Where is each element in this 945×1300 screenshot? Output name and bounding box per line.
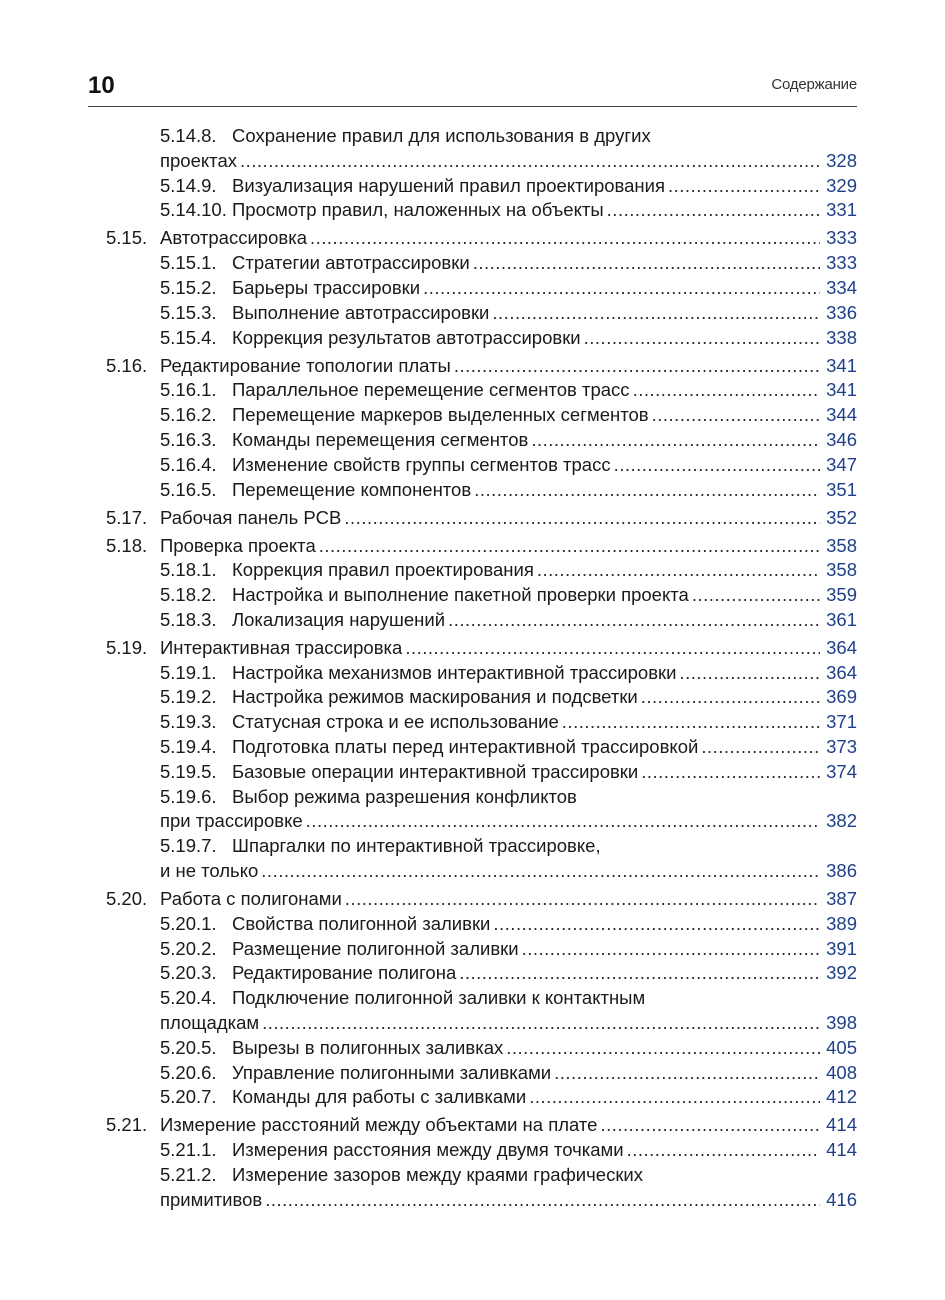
toc-entry-number: 5.19. (106, 636, 148, 658)
toc-entry-title-row (160, 149, 857, 174)
table-of-contents (0, 124, 945, 1213)
toc-entry-title-row (232, 378, 857, 403)
toc-entry-number: 5.20.7. (160, 1086, 217, 1108)
toc-entry-title: Измерение зазоров между краями графических (232, 1163, 643, 1185)
toc-entry-title-row (232, 251, 857, 276)
toc-entry-number: 5.15.3. (160, 301, 217, 323)
toc-subsection-entry (0, 1036, 945, 1061)
toc-page-number: 364 (826, 636, 857, 658)
toc-subsection-entry (0, 1138, 945, 1163)
toc-subsection-entry (0, 735, 945, 760)
toc-entry-title: Статусная строка и ее использование (232, 711, 559, 733)
toc-page-number: 414 (826, 1139, 857, 1161)
toc-subsection-entry (0, 326, 945, 351)
toc-page-number: 398 (826, 1012, 857, 1034)
dot-leader (562, 710, 820, 735)
toc-entry-title-row (232, 174, 857, 199)
toc-entry-title: Барьеры трассировки (232, 276, 421, 298)
toc-entry-title-continued: площадкам (160, 1012, 260, 1034)
toc-section-entry (0, 636, 945, 661)
toc-entry-title-row (160, 534, 857, 559)
toc-entry-title: Параллельное перемещение сегментов трасс (232, 379, 630, 401)
dot-leader (319, 534, 820, 559)
toc-page-number: 361 (826, 608, 857, 630)
toc-entry-title-row (232, 276, 857, 301)
toc-entry-title: Выбор режима разрешения конфликтов (232, 785, 577, 807)
toc-subsection-entry (0, 251, 945, 276)
toc-section-entry (0, 534, 945, 559)
dot-leader (554, 1061, 820, 1086)
toc-subsection-entry (0, 1061, 945, 1086)
toc-entry-number: 5.17. (106, 506, 148, 528)
toc-entry-number: 5.15. (106, 227, 148, 249)
toc-entry-title-row (160, 636, 857, 661)
toc-entry-number: 5.15.1. (160, 252, 217, 274)
toc-entry-continuation (0, 809, 945, 834)
toc-entry-number: 5.14.9. (160, 174, 217, 196)
toc-entry-number: 5.19.6. (160, 785, 217, 807)
toc-entry-title: Измерения расстояния между двумя точками (232, 1139, 624, 1161)
toc-entry-title: Перемещение компонентов (232, 478, 472, 500)
toc-subsection-entry (0, 583, 945, 608)
dot-leader (607, 198, 820, 223)
toc-page-number: 391 (826, 937, 857, 959)
dot-leader (641, 685, 820, 710)
toc-entry-title: Локализация нарушений (232, 608, 446, 630)
toc-entry-title: Команды перемещения сегментов (232, 428, 529, 450)
toc-entry-title-row (232, 912, 857, 937)
toc-entry-title-row (232, 558, 857, 583)
toc-subsection-entry (0, 1085, 945, 1110)
toc-entry-title: Проверка проекта (160, 534, 316, 556)
running-title: Содержание (771, 76, 857, 93)
dot-leader (522, 937, 820, 962)
toc-entry-title-row (160, 1113, 857, 1138)
toc-subsection-entry (0, 378, 945, 403)
toc-subsection-entry (0, 685, 945, 710)
dot-leader (584, 326, 820, 351)
toc-subsection-entry (0, 124, 945, 149)
toc-page-number: 416 (826, 1188, 857, 1210)
toc-subsection-entry (0, 760, 945, 785)
toc-entry-number: 5.20.4. (160, 987, 217, 1009)
toc-page-number: 358 (826, 534, 857, 556)
toc-entry-title: Измерение расстояний между объектами на плате (160, 1114, 598, 1136)
toc-subsection-entry (0, 478, 945, 503)
toc-entry-title-row (232, 735, 857, 760)
toc-entry-title-row (160, 506, 857, 531)
toc-entry-continuation (0, 149, 945, 174)
toc-page-number: 405 (826, 1036, 857, 1058)
toc-entry-title: Свойства полигонной заливки (232, 912, 491, 934)
toc-entry-title-row (232, 124, 857, 149)
toc-entry-title: Просмотр правил, наложенных на объекты (232, 199, 604, 221)
toc-page-number: 373 (826, 736, 857, 758)
dot-leader (405, 636, 820, 661)
toc-entry-number: 5.19.2. (160, 686, 217, 708)
page-number: 10 (88, 72, 115, 99)
toc-entry-title-row (232, 403, 857, 428)
toc-page-number: 333 (826, 227, 857, 249)
toc-entry-number: 5.19.7. (160, 835, 217, 857)
toc-entry-title-row (232, 685, 857, 710)
toc-section-entry (0, 506, 945, 531)
toc-page-number: 364 (826, 661, 857, 683)
toc-page-number: 344 (826, 404, 857, 426)
toc-entry-title-row (232, 1061, 857, 1086)
dot-leader (614, 453, 820, 478)
toc-entry-title: Коррекция результатов автотрассировки (232, 326, 581, 348)
toc-entry-number: 5.20.5. (160, 1036, 217, 1058)
toc-entry-continuation (0, 1188, 945, 1213)
toc-entry-title-row (232, 760, 857, 785)
toc-subsection-entry (0, 661, 945, 686)
dot-leader (306, 809, 820, 834)
toc-entry-title-row (160, 859, 857, 884)
dot-leader (344, 506, 820, 531)
toc-subsection-entry (0, 301, 945, 326)
toc-page-number: 369 (826, 686, 857, 708)
toc-section-entry (0, 354, 945, 379)
toc-subsection-entry (0, 174, 945, 199)
toc-entry-number: 5.18.2. (160, 584, 217, 606)
toc-page-number: 341 (826, 354, 857, 376)
toc-entry-title: Редактирование топологии платы (160, 354, 451, 376)
toc-entry-number: 5.14.8. (160, 125, 217, 146)
toc-entry-title: Шпаргалки по интерактивной трассировке, (232, 835, 601, 857)
toc-subsection-entry (0, 785, 945, 810)
dot-leader (633, 378, 820, 403)
toc-entry-title-row (232, 1138, 857, 1163)
dot-leader (448, 608, 820, 633)
dot-leader (531, 428, 820, 453)
toc-entry-title-row (232, 1036, 857, 1061)
toc-entry-title-row (160, 809, 857, 834)
toc-entry-number: 5.19.3. (160, 711, 217, 733)
toc-entry-number: 5.18.1. (160, 559, 217, 581)
dot-leader (537, 558, 820, 583)
toc-entry-title-continued: примитивов (160, 1188, 263, 1210)
toc-entry-title-row (160, 226, 857, 251)
toc-entry-title-row (232, 986, 857, 1011)
toc-entry-number: 5.16.2. (160, 404, 217, 426)
toc-entry-title: Настройка режимов маскирования и подсветки (232, 686, 638, 708)
dot-leader (474, 478, 820, 503)
toc-page-number: 386 (826, 860, 857, 882)
dot-leader (668, 174, 820, 199)
toc-entry-title-row (160, 1188, 857, 1213)
toc-section-entry (0, 887, 945, 912)
header-rule (88, 106, 857, 107)
toc-page-number: 408 (826, 1061, 857, 1083)
dot-leader (492, 301, 820, 326)
toc-entry-title: Рабочая панель PCB (160, 506, 342, 528)
toc-entry-title-row (232, 583, 857, 608)
toc-subsection-entry (0, 912, 945, 937)
toc-subsection-entry (0, 558, 945, 583)
toc-page-number: 389 (826, 912, 857, 934)
toc-entry-title-row (160, 1011, 857, 1036)
toc-entry-number: 5.18.3. (160, 608, 217, 630)
toc-page-number: 371 (826, 711, 857, 733)
toc-entry-title: Редактирование полигона (232, 962, 457, 984)
dot-leader (652, 403, 820, 428)
toc-subsection-entry (0, 937, 945, 962)
dot-leader (345, 887, 820, 912)
toc-entry-number: 5.20.3. (160, 962, 217, 984)
toc-page-number: 359 (826, 584, 857, 606)
toc-entry-title-row (232, 710, 857, 735)
toc-entry-number: 5.16.1. (160, 379, 217, 401)
toc-entry-continuation (0, 1011, 945, 1036)
toc-entry-title-row (232, 661, 857, 686)
dot-leader (701, 735, 820, 760)
toc-page-number: 352 (826, 506, 857, 528)
toc-entry-title-row (232, 1085, 857, 1110)
toc-entry-number: 5.16.4. (160, 453, 217, 475)
toc-entry-title-row (232, 301, 857, 326)
toc-page-number: 333 (826, 252, 857, 274)
toc-entry-number: 5.20. (106, 888, 148, 910)
toc-entry-title: Коррекция правил проектирования (232, 559, 534, 581)
toc-entry-title-row (232, 428, 857, 453)
toc-page-number: 382 (826, 810, 857, 832)
toc-entry-title: Интерактивная трассировка (160, 636, 403, 658)
toc-entry-title-row (232, 1163, 857, 1188)
dot-leader (310, 226, 820, 251)
toc-page-number: 334 (826, 276, 857, 298)
dot-leader (454, 354, 820, 379)
toc-entry-number: 5.15.2. (160, 276, 217, 298)
toc-entry-title-row (160, 887, 857, 912)
toc-entry-number: 5.19.5. (160, 760, 217, 782)
toc-entry-title-row (232, 453, 857, 478)
toc-entry-number: 5.18. (106, 534, 148, 556)
toc-subsection-entry (0, 834, 945, 859)
toc-subsection-entry (0, 608, 945, 633)
dot-leader (261, 859, 820, 884)
dot-leader (459, 961, 820, 986)
toc-entry-number: 5.14.10. (160, 199, 227, 221)
toc-entry-number: 5.21. (106, 1114, 148, 1136)
toc-entry-number: 5.15.4. (160, 326, 217, 348)
dot-leader (423, 276, 820, 301)
toc-page-number: 331 (826, 199, 857, 221)
dot-leader (473, 251, 820, 276)
dot-leader (692, 583, 820, 608)
toc-entry-title: Работа с полигонами (160, 888, 342, 910)
toc-entry-title: Настройка механизмов интерактивной трассировки (232, 661, 677, 683)
toc-page-number: 387 (826, 888, 857, 910)
toc-page-number: 347 (826, 453, 857, 475)
toc-entry-number: 5.19.1. (160, 661, 217, 683)
toc-page-number: 341 (826, 379, 857, 401)
dot-leader (679, 661, 820, 686)
dot-leader (265, 1188, 820, 1213)
toc-entry-title: Базовые операции интерактивной трассировки (232, 760, 639, 782)
toc-page-number: 358 (826, 559, 857, 581)
toc-entry-number: 5.21.1. (160, 1139, 217, 1161)
toc-entry-number: 5.16.3. (160, 428, 217, 450)
dot-leader (627, 1138, 820, 1163)
toc-entry-title-row (232, 326, 857, 351)
toc-entry-title: Автотрассировка (160, 227, 307, 249)
toc-entry-title-row (232, 961, 857, 986)
toc-page-number: 374 (826, 760, 857, 782)
toc-subsection-entry (0, 276, 945, 301)
toc-subsection-entry (0, 198, 945, 223)
toc-entry-title: Изменение свойств группы сегментов трасс (232, 453, 611, 475)
toc-entry-title: Перемещение маркеров выделенных сегментов (232, 404, 649, 426)
toc-subsection-entry (0, 403, 945, 428)
toc-entry-title-row (232, 785, 857, 810)
toc-entry-title: Подключение полигонной заливки к контактным (232, 987, 646, 1009)
toc-entry-title: Настройка и выполнение пакетной проверки проекта (232, 584, 689, 606)
toc-page-number: 346 (826, 428, 857, 450)
toc-subsection-entry (0, 986, 945, 1011)
toc-entry-title-row (232, 937, 857, 962)
toc-entry-title: Размещение полигонной заливки (232, 937, 519, 959)
toc-subsection-entry (0, 453, 945, 478)
toc-entry-number: 5.20.6. (160, 1061, 217, 1083)
toc-entry-title: Сохранение правил для использования в других (232, 125, 651, 146)
toc-entry-number: 5.16.5. (160, 478, 217, 500)
toc-entry-number: 5.20.1. (160, 912, 217, 934)
toc-entry-number: 5.20.2. (160, 937, 217, 959)
toc-page-number: 338 (826, 326, 857, 348)
toc-entry-title-row (232, 834, 857, 859)
toc-entry-title-row (160, 354, 857, 379)
toc-entry-title-continued: и не только (160, 860, 259, 882)
toc-entry-title: Команды для работы с заливками (232, 1086, 527, 1108)
toc-entry-number: 5.21.2. (160, 1163, 217, 1185)
dot-leader (529, 1085, 820, 1110)
toc-entry-number: 5.16. (106, 354, 148, 376)
toc-entry-title-continued: при трассировке (160, 810, 303, 832)
toc-entry-title-row (232, 198, 857, 223)
toc-section-entry (0, 226, 945, 251)
toc-entry-title-row (232, 478, 857, 503)
toc-page-number: 414 (826, 1114, 857, 1136)
toc-entry-title-row (232, 608, 857, 633)
dot-leader (506, 1036, 820, 1061)
toc-subsection-entry (0, 428, 945, 453)
toc-entry-number: 5.19.4. (160, 736, 217, 758)
toc-page-number: 328 (826, 149, 857, 171)
dot-leader (240, 149, 820, 174)
toc-entry-title-continued: проектах (160, 149, 237, 171)
dot-leader (493, 912, 820, 937)
toc-page-number: 351 (826, 478, 857, 500)
toc-entry-title: Вырезы в полигонных заливках (232, 1036, 504, 1058)
toc-page-number: 336 (826, 301, 857, 323)
toc-entry-title: Управление полигонными заливками (232, 1061, 552, 1083)
toc-subsection-entry (0, 1163, 945, 1188)
dot-leader (262, 1011, 820, 1036)
toc-entry-continuation (0, 859, 945, 884)
toc-section-entry (0, 1113, 945, 1138)
toc-entry-title: Стратегии автотрассировки (232, 252, 470, 274)
dot-leader (641, 760, 820, 785)
toc-subsection-entry (0, 961, 945, 986)
toc-entry-title: Визуализация нарушений правил проектирования (232, 174, 665, 196)
dot-leader (600, 1113, 820, 1138)
toc-page-number: 392 (826, 962, 857, 984)
toc-entry-title: Подготовка платы перед интерактивной трассировкой (232, 736, 699, 758)
toc-page-number: 329 (826, 174, 857, 196)
toc-entry-title: Выполнение автотрассировки (232, 301, 490, 323)
toc-subsection-entry (0, 710, 945, 735)
toc-page-number: 412 (826, 1086, 857, 1108)
